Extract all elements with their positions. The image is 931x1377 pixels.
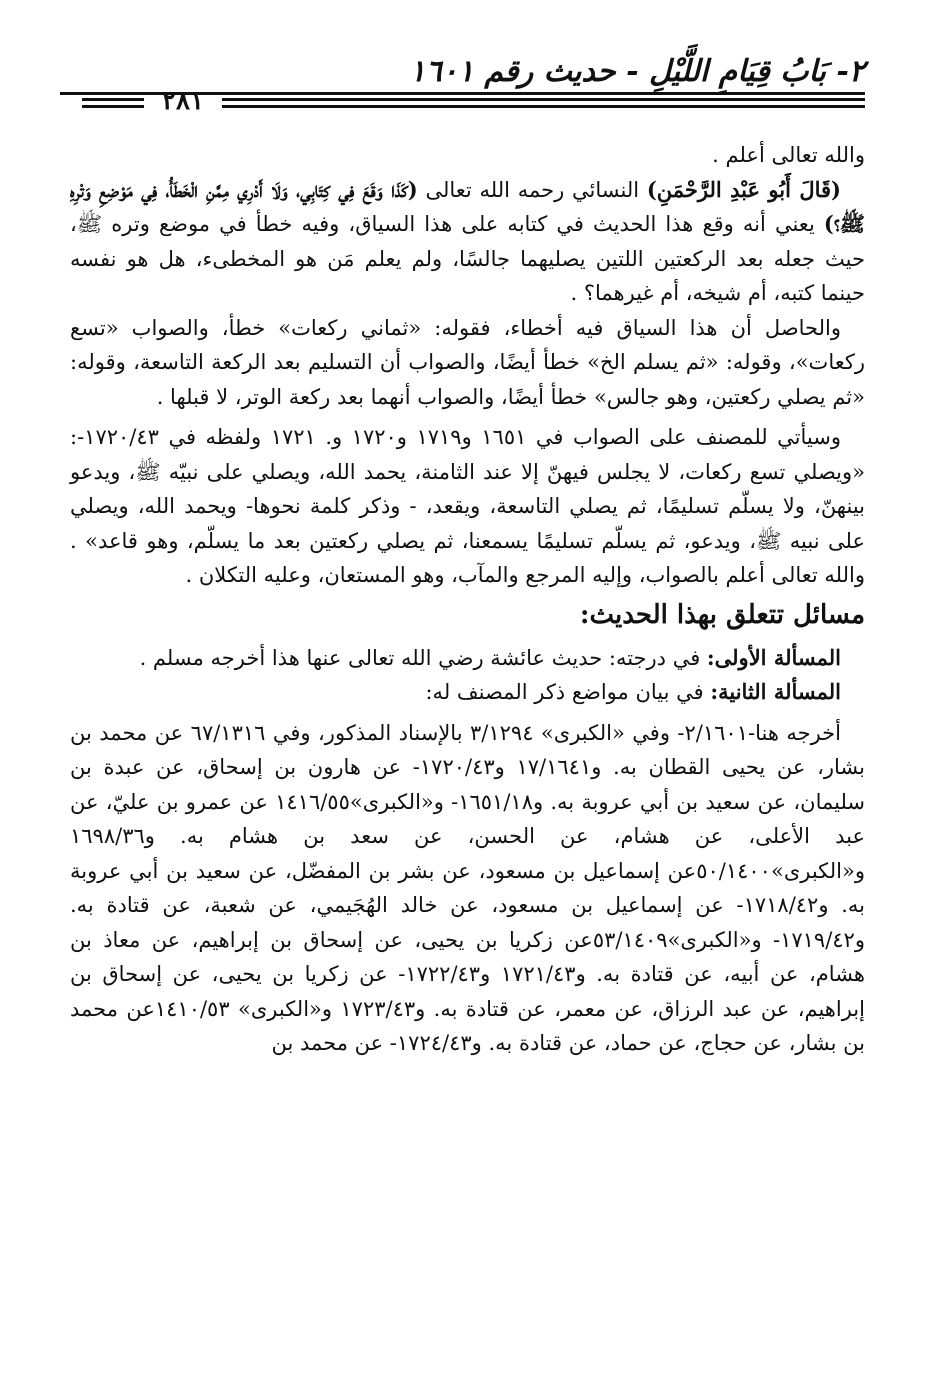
paragraph-quote — [70, 173, 865, 311]
masala-second-text: في بيان مواضع ذكر المصنف له: — [425, 680, 711, 704]
page-number-row — [82, 86, 865, 120]
masala-first-text: في درجته: حديث عائشة رضي الله تعالى عنها هذا أخرجه مسلم . — [139, 645, 707, 670]
chapter-title: ٢- بَابُ قِيَامِ اللَّيْلِ - حديث رقم ١٦٠١ — [409, 54, 865, 89]
quote-text-a: النسائي رحمه الله تعالى — [417, 177, 647, 202]
paragraph-takhrij: أخرجه هنا-٢/١٦٠١- وفي «الكبرى» ٣/١٢٩٤ بالإسناد المذكور، وفي ٦٧/١٣١٦ عن محمد بن بشار، عن يحيى القطان به. و١٧/١٦٤١ و١٧٢٠/٤٣- عن هارون بن إسحاق، عن عبدة بن سليمان، عن سعيد بن أبي عروبة به. و١٦٥١/١٨- و«الكبرى»١٤١٦/٥٥ عن عمرو بن عليّ، عن عبد الأعلى، عن هشام، عن الحسن، عن سعد بن هشام به. و١٦٩٨/٣٦ و«الكبرى»٥٠/١٤٠٠عن إسماعيل بن مسعود، عن بشر بن المفضّل، عن سعيد بن أبي عروبة به. و١٧١٨/٤٢- عن إسماعيل بن مسعود، عن خالد الهُجَيمي، عن شعبة، عن قتادة به. و١٧١٩/٤٢- و«الكبرى»٥٣/١٤٠٩عن زكريا بن يحيى، عن إسحاق بن إبراهيم، عن معاذ بن هشام، عن أبيه، عن قتادة به. و١٧٢١/٤٣ و١٧٢٢/٤٣- عن زكريا بن يحيى، عن إسحاق بن إبراهيم، عن عبد الرزاق، عن معمر، عن قتادة به. و١٧٢٣/٤٣ و«الكبرى» ١٤١٠/٥٣عن محمد بن بشار، عن حجاج، عن حماد، عن قتادة به. و١٧٢٤/٤٣- عن محمد بن — [70, 720, 866, 1055]
quote-matn: (كَذَا وَقَعَ فِي كِتَابِي، وَلَا أَدْرِي مِمَّنِ الْخَطَأُ، فِي مَوْضِعِ وَتْرِهِ ﷺ؟) — [70, 176, 865, 236]
masala-first — [70, 641, 865, 676]
masala-second-label: المسألة الثانية: — [710, 679, 841, 704]
body-text — [70, 138, 865, 1061]
masala-second — [70, 675, 865, 710]
paragraph-closing: والله تعالى أعلم . — [712, 143, 865, 167]
section-title: مسائل تتعلق بهذا الحديث: — [579, 599, 865, 630]
quote-speaker: (قَالَ أَبُو عَبْدِ الرَّحْمَنِ) — [646, 176, 841, 202]
page-number: ٢٨١ — [162, 86, 204, 116]
page-number-rule-left — [82, 98, 144, 108]
quote-text-b: يعني أنه وقع هذا الحديث في كتابه على هذا السياق، وفيه خطأ في موضع وتره ﷺ، حيث جعله بعد الركعتين اللتين يصليهما جالسًا، ولم يعلم مَن هو المخطىء، هل هو نفسه حينما كتبه، أم شيخه، أم غيرهما؟ . — [70, 212, 865, 305]
masala-first-label: المسألة الأولى: — [706, 644, 841, 670]
paragraph-summary: والحاصل أن هذا السياق فيه أخطاء، فقوله: «ثماني ركعات» خطأ، والصواب «تسع ركعات»، وقوله: «ثم يسلم الخ» خطأ أيضًا، والصواب أن التسليم بعد الركعة التاسعة، وقوله: «ثم يصلي ركعتين، وهو جالس» خطأ أيضًا، والصواب أنهما بعد ركعة الوتر، لا قبلها . — [70, 315, 865, 409]
paragraph-correct-version: وسيأتي للمصنف على الصواب في ١٦٥١ و١٧١٩ و١٧٢٠ و. ١٧٢١ ولفظه في ١٧٢٠/٤٣-: «ويصلي تسع ركعات، لا يجلس فيهنّ إلا عند الثامنة، يحمد الله، ويصلي على نبيّه ﷺ، ويدعو بينهنّ، ولا يسلّم تسليمًا، ثم يصلي التاسعة، ويقعد، - وذكر كلمة نحوها- ويحمد الله، ويصلي على نبيه ﷺ، ويدعو، ثم يسلّم تسليمًا يسمعنا، ثم يصلي ركعتين بعد ما يسلّم، وهو قاعد» . والله تعالى أعلم بالصواب، وإليه المرجع والمآب، وهو المستعان، وعليه التكلان . — [70, 425, 865, 587]
page-number-rule-right — [222, 98, 865, 108]
